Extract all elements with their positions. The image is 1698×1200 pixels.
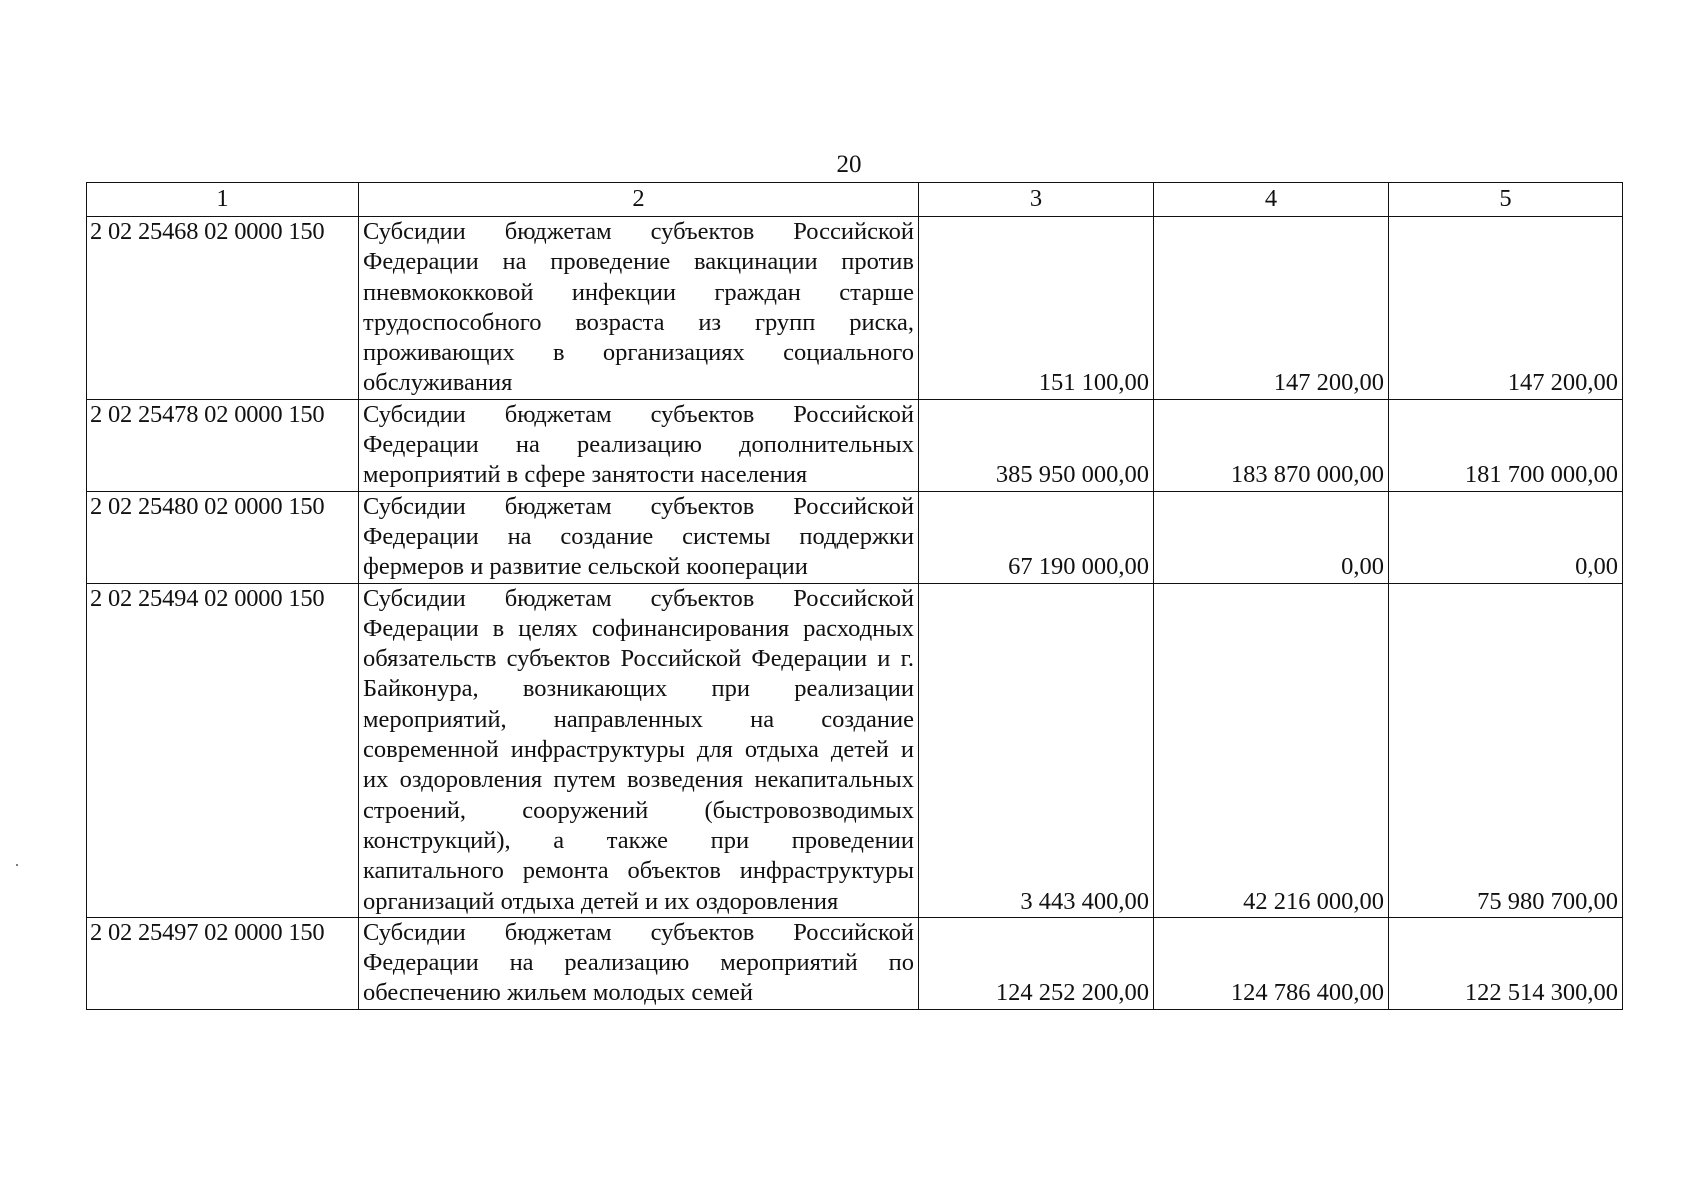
table-row — [87, 399, 1623, 491]
amount-col4: 42 216 000,00 — [1154, 583, 1389, 917]
amount-col4: 0,00 — [1154, 491, 1389, 583]
amount-col4: 147 200,00 — [1154, 217, 1389, 400]
column-header-3: 3 — [919, 183, 1154, 217]
budget-code: 2 02 25478 02 0000 150 — [87, 399, 359, 491]
table-row — [87, 491, 1623, 583]
subsidy-description: Субсидии бюджетам субъектов Российской Федерации на проведение вакцинации против пневмококковой инфекции граждан старше трудоспособного возраста из групп риска, проживающих в организациях социального обслуживания — [359, 217, 919, 400]
subsidy-description: Субсидии бюджетам субъектов Российской Федерации на создание системы поддержки фермеров и развитие сельской кооперации — [359, 491, 919, 583]
scan-speck — [16, 864, 18, 866]
amount-col5: 181 700 000,00 — [1389, 399, 1623, 491]
budget-code: 2 02 25494 02 0000 150 — [87, 583, 359, 917]
amount-col5: 147 200,00 — [1389, 217, 1623, 400]
table-row — [87, 917, 1623, 1009]
budget-code: 2 02 25468 02 0000 150 — [87, 217, 359, 400]
amount-col4: 183 870 000,00 — [1154, 399, 1389, 491]
subsidy-description: Субсидии бюджетам субъектов Российской Федерации на реализацию дополнительных мероприятий в сфере занятости населения — [359, 399, 919, 491]
subsidy-description: Субсидии бюджетам субъектов Российской Федерации на реализацию мероприятий по обеспечению жильем молодых семей — [359, 917, 919, 1009]
column-header-2: 2 — [359, 183, 919, 217]
column-header-1: 1 — [87, 183, 359, 217]
budget-table — [86, 182, 1623, 1010]
amount-col3: 3 443 400,00 — [919, 583, 1154, 917]
header-row — [87, 183, 1623, 217]
page-number: 20 — [836, 151, 862, 178]
column-header-5: 5 — [1389, 183, 1623, 217]
amount-col5: 122 514 300,00 — [1389, 917, 1623, 1009]
subsidy-description: Субсидии бюджетам субъектов Российской Федерации в целях софинансирования расходных обязательств субъектов Российской Федерации и г. Байконура, возникающих при реализации мероприятий, направленных на создание современной инфраструктуры для отдыха детей и их оздоровления путем возведения некапитальных строений, сооружений (быстровозводимых конструкций), а также при проведении капитального ремонта объектов инфраструктуры организаций отдыха детей и их оздоровления — [359, 583, 919, 917]
budget-code: 2 02 25497 02 0000 150 — [87, 917, 359, 1009]
amount-col5: 75 980 700,00 — [1389, 583, 1623, 917]
amount-col3: 385 950 000,00 — [919, 399, 1154, 491]
amount-col5: 0,00 — [1389, 491, 1623, 583]
amount-col3: 67 190 000,00 — [919, 491, 1154, 583]
amount-col3: 124 252 200,00 — [919, 917, 1154, 1009]
amount-col4: 124 786 400,00 — [1154, 917, 1389, 1009]
column-header-4: 4 — [1154, 183, 1389, 217]
budget-code: 2 02 25480 02 0000 150 — [87, 491, 359, 583]
amount-col3: 151 100,00 — [919, 217, 1154, 400]
table-row — [87, 217, 1623, 400]
table-row — [87, 583, 1623, 917]
